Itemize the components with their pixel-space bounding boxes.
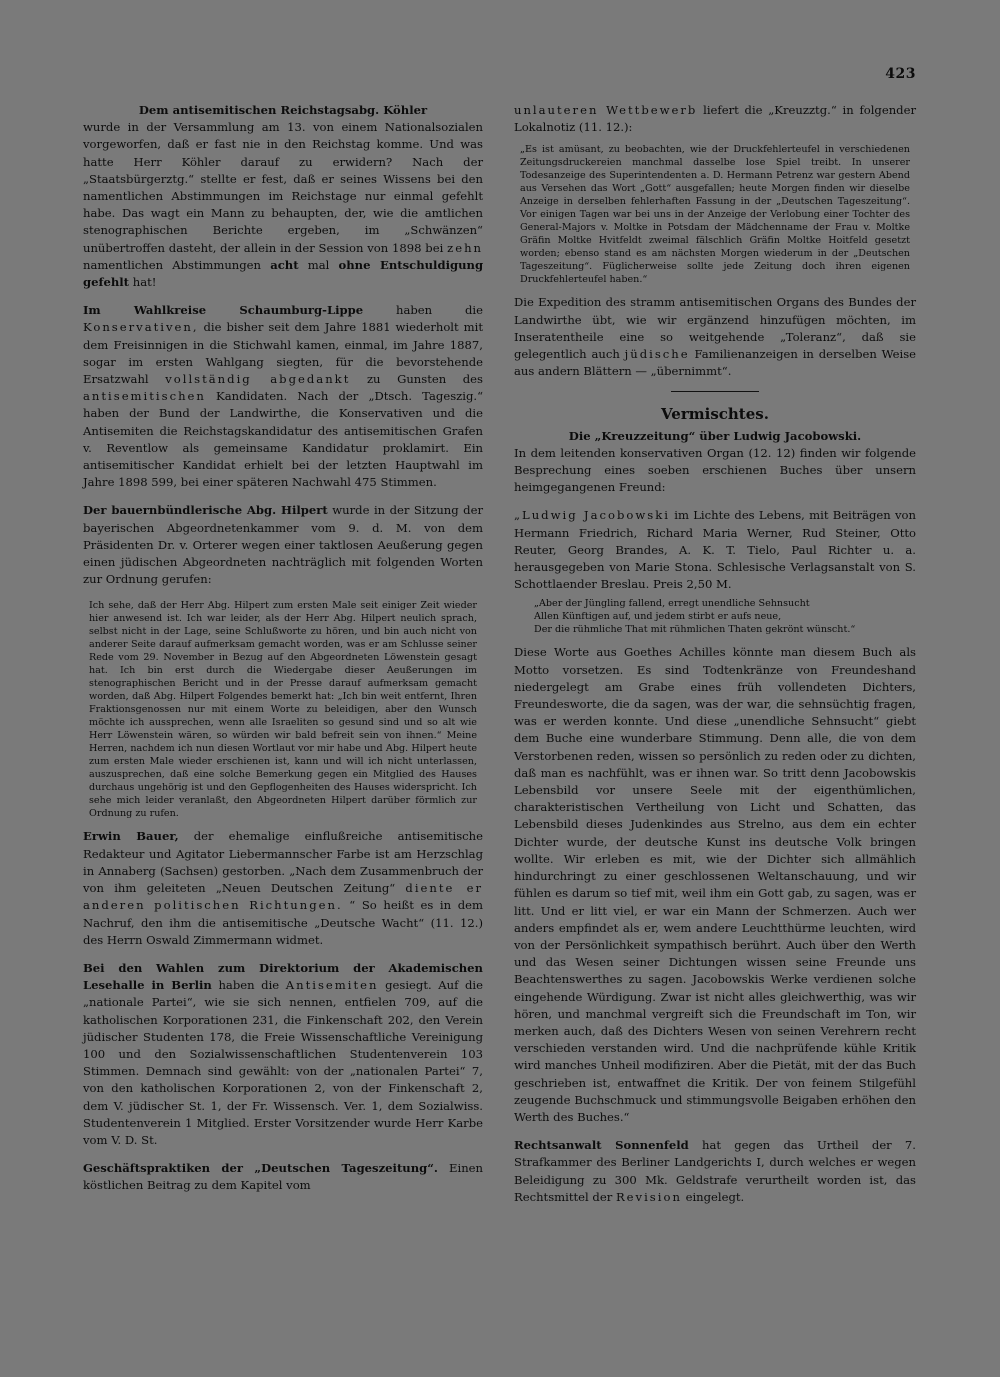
emphasis-text: diente er anderen politischen Richtungen.: [83, 881, 483, 913]
article-kreuzzeitung: [514, 428, 916, 497]
emphasis-text: zehn: [447, 240, 483, 255]
emphasis-text: ohne Entschuldigung gefehlt: [83, 257, 484, 290]
verse-line: „Aber der Jüngling fallend, erregt unendliche Sehnsucht: [534, 598, 810, 610]
section-divider: [671, 391, 759, 392]
emphasis-text: unlauteren Wettbewerb: [514, 103, 698, 117]
article-heading: Bei den Wahlen zum Direktorium der Akademischen Lesehalle in Berlin: [83, 960, 483, 993]
article-bauer: [83, 828, 483, 948]
quoted-text: Ich sehe, daß der Herr Abg. Hilpert zum ersten Male seit einiger Zeit wieder hier anwesend ist. Ich war leider, als der Herr Abg. Hilpert neulich sprach, selbst nicht in der Lage, seine Schlußworte zu hören, und bin auch nicht von anderer Seite darauf aufmerksam gemacht worden, was er am Schlusse seiner Rede vom 29. November in Bezug auf den Abgeordneten Löwenstein gesagt hat. Ich bin erst durch die Wiedergabe dieser Aeußerungen im stenographischen Bericht und in der Presse darauf aufmerksam gemacht worden, daß Abg. Hilpert Folgendes bemerkt hat: „Ich bin weit entfernt, Ihren Fraktionsgenossen nur mit einem Worte zu beleidigen, aber den Wunsch möchte ich aussprechen, wenn alle Israeliten so gesund sind und so alt wie Herr Löwenstein wären, so würden wir bald befreit sein von ihnen.“ Meine Herren, nachdem ich nun diesen Wortlaut vor mir habe und Abg. Hilpert heute zum ersten Male wieder erschienen ist, kann und will ich nicht unterlassen, auszusprechen, daß eine solche Bemerkung gegen ein Mitglied des Hauses durchaus ungehörig ist und den Gepflogenheiten des Hauses widerspricht. Ich sehe mich leider veranlaßt, den Abgeordneten Hilpert darüber förmlich zur Ordnung zu rufen.: [89, 600, 477, 820]
article-text: wurde in der Sitzung der bayerischen Abgeordnetenkammer vom 9. d. M. von dem Präsidenten Dr. v. Orterer wegen einer taktlosen Aeußerung gegen einen jüdischen Abgeordneten nachträglich mit folgenden Worten zur Ordnung gerufen:: [83, 503, 483, 587]
emphasis-text: vollständig abgedankt: [165, 372, 351, 387]
article-koehler: [83, 102, 483, 291]
verse-line: Der die rühmliche That mit rühmlichen Thaten gekrönt wünscht.“: [534, 624, 856, 636]
article-heading: Rechtsanwalt Sonnenfeld: [514, 1138, 689, 1153]
article-heading: Dem antisemitischen Reichstagsabg. Köhler: [138, 103, 428, 117]
article-text: haben die: [218, 978, 280, 993]
article-text: Kandidaten. Nach der „Dtsch. Tageszig.“ haben der Bund der Landwirthe, die Konservativen und die Antisemiten die Reichstagskandidatur des antisemitischen Grafen v. Reventlow als gemeinsame Kandidatur proklamirt. Ein antisemitischer Kandidat erhielt bei der letzten Hauptwahl im Jahre 1898 599, bei einer späteren Nachwahl 475 Stimmen.: [83, 389, 483, 490]
article-text: wurde in der Versammlung am 13. von einem Nationalsozialen vorgeworfen, daß er fast nie in den Reichstag komme. Und was hatte Herr Köhler darauf zu erwidern? Nach der „Staatsbürgerztg.“ stellte er fest, daß er seines Wissens bei den namentlichen Abstimmungen im Reichstage nur einmal gefehlt habe. Das wagt ein Mann zu behaupten, der, wie die amtlichen stenographischen Berichte ergeben, im „Schwänzen“ unübertroffen dasteht, der allein in der Session von 1898 bei: [83, 120, 483, 255]
verse-line: Allen Künftigen auf, und jedem stirbt er aufs neue,: [534, 611, 782, 623]
article-praktiken: [83, 1160, 483, 1194]
article-text: hat gegen das Urtheil der 7. Strafkammer des Berliner Landgerichts I, durch welches er wegen Beleidigung zu 300 Mk. Geldstrafe verurtheilt worden ist, das Rechtsmittel der: [514, 1138, 916, 1204]
article-text: In dem leitenden konservativen Organ (12. 12) finden wir folgende Besprechung eines soeben erschienen Buches über unsern heimgegangenen Freund:: [514, 445, 916, 495]
article-text: im Lichte des Lebens, mit Beiträgen von Hermann Friedrich, Richard Maria Werner, Rud Steiner, Otto Reuter, Georg Brandes, A. K. T. Tielo, Paul Richter u. a. herausgegeben von Marie Stona. Schlesische Verlagsanstalt von S. Schottlaender Breslau. Preis 2,50 M.: [514, 508, 916, 592]
emphasis-text: Antisemiten: [285, 978, 379, 993]
article-text: gesiegt. Auf die „nationale Partei“, wie sie sich nennen, entfielen 709, auf die katholischen Korporationen 231, die Finkenschaft 202, den Verein jüdischer Studenten 178, die Freie Wissenschaftliche Vereinigung 100 und den Sozialwissenschaftlichen Studentenverein 103 Stimmen. Demnach sind gewählt: von der „nationalen Partei“ 7, von den katholischen Korporationen 2, von der Finkenschaft 2, dem V. jüdischer St. 1, der Fr. Wissensch. Ver. 1, dem Sozialwiss. Studentenverein 1 Mitglied. Erster Vorsitzender wurde Herr Karbe vom V. D. St.: [83, 978, 484, 1147]
article-text: Familienanzeigen in derselben Weise aus andern Blättern — „übernimmt“.: [514, 347, 917, 379]
article-heading: Im Wahlkreise Schaumburg-Lippe: [83, 303, 364, 318]
article-sonnenfeld: [514, 1137, 916, 1206]
article-text: hat!: [132, 275, 157, 290]
article-praktiken-continued: [514, 102, 916, 136]
article-schaumburg: [83, 302, 483, 491]
article-text: die bisher seit dem Jahre 1881 wiederholt mit dem Freisinnigen in die Stichwahl kamen, einmal, im Jahre 1887, sogar im ersten Wahlgang siegten, für die bevorstehende Ersatzwahl: [83, 320, 483, 387]
verse-quote: [514, 597, 916, 636]
article-text: zu Gunsten des: [366, 372, 483, 387]
emphasis-text: Revision: [615, 1189, 682, 1204]
article-heading: Erwin Bauer,: [83, 829, 179, 844]
article-text: haben die: [396, 303, 483, 318]
emphasis-text: antisemitischen: [83, 389, 206, 404]
article-heading: Geschäftspraktiken der „Deutschen Tageszeitung“.: [83, 1161, 438, 1176]
article-wahlen: [83, 960, 483, 1149]
emphasis-text: jüdische: [624, 347, 690, 362]
emphasis-text: acht: [270, 257, 299, 272]
left-column: [83, 102, 483, 1206]
article-text: liefert die „Kreuzztg.“ in folgender Lokalnotiz (11. 12.):: [514, 103, 917, 135]
article-text: eingelegt.: [685, 1189, 745, 1204]
emphasis-text: „Ludwig Jacobowski: [514, 508, 670, 523]
article-text: mal: [307, 257, 330, 272]
article-heading: Der bauernbündlerische Abg. Hilpert: [83, 503, 328, 518]
book-citation: [514, 507, 916, 593]
article-text: der ehemalige einflußreiche antisemitische Redakteur und Agitator Liebermannscher Farbe ist am Herzschlag in Annaberg (Sachsen) gestorben. „Nach dem Zusammenbruch der von ihm geleiteten „Neuen Deutschen Zeitung“: [83, 829, 483, 896]
article-hilpert: [83, 502, 483, 588]
article-heading: Die „Kreuzzeitung“ über Ludwig Jacobowski.: [568, 428, 862, 443]
article-text-block: [514, 294, 916, 380]
emphasis-text: Konservativen,: [83, 320, 199, 335]
quoted-text: „Es ist amüsant, zu beobachten, wie der Druckfehlerteufel in verschiedenen Zeitungsdruckereien manchmal dasselbe lose Spiel treibt. In unserer Todesanzeige des Superintendenten a. D. Hermann Petrenz war gestern Abend aus Versehen das Wort „Gott“ ausgefallen; heute Morgen finden wir dieselbe Anzeige in derselben fehlerhaften Fassung in der „Deutschen Tageszeitung“. Vor einigen Tagen war bei uns in der Anzeige der Verlobung einer Tochter des General-Majors v. Moltke in Potsdam der Mädchenname der Frau v. Moltke Gräfin Moltke Hvitfeldt zweimal fälschlich Gräfin Moltke Hoitfeld gesetzt worden; ebenso stand es am nächsten Morgen wiederum in der „Deutschen Tageszeitung“. Füglicherweise sollte jede Zeitung doch ihren eigenen Druckfehlerteufel haben.“: [520, 144, 910, 286]
page-number: 423: [885, 66, 916, 82]
article-review: Diese Worte aus Goethes Achilles könnte man diesem Buch als Motto vorsetzen. Es sind Todtenkränze von Freundeshand niedergelegt am Grabe eines früh vollendeten Dichters, Freundesworte, die da sagen, was der war, die sehnsüchtig fragen, was er werden konnte. Und diese „unendliche Sehnsucht“ giebt dem Buche eine wunderbare Stimmung. Denn alle, die von dem Verstorbenen reden, wissen so persönlich zu reden oder zu dichten, daß man es nachfühlt, was er ihnen war. So tritt denn Jacobowskis Lebensbild vor unsere Seele mit der eigenthümlichen, charakteristischen Vertheilung von Licht und Schatten, das Lebensbild dieses Judenkindes aus Strelno, aus dem ein echter Dichter wurde, der deutsche Kunst ins deutsche Volk bringen wollte. Wir erleben es mit, wie der Dichter sich allmählich hindurchringt zu einer geschlossenen Weltanschauung, und wir fühlen es darum so tief mit, weil ihm ein Gott gab, zu sagen, was er litt. Und er litt viel, er war ein Mann der Schmerzen. Auch wer anders empfindet als er, wem andere Leuchtthürme leuchten, wird von der Persönlichkeit sympathisch berührt. Auch über den Werth und das Wesen seiner Dichtungen wissen seine Freunde uns Beachtenswerthes zu sagen. Jacobowskis Werke verdienen solche eingehende Würdigung. Zwar ist nicht alles gleichwerthig, was wir hören, und manchmal vergreift sich die Freundschaft im Ton, wir merken auch, daß des Dichters Wesen von seinen Verehrern recht verschieden verstanden wird. Und die nachprüfende kühle Kritik wird manches Unheil modifiziren. Aber die Pietät, mit der das Buch geschrieben ist, entwaffnet die Kritik. Der von feinem Stilgefühl zeugende Buchschmuck und stimmungsvolle Beigaben erhöhen den Werth des Buches.“: [514, 645, 916, 1124]
article-text: namentlichen Abstimmungen: [83, 257, 262, 272]
article-text: Einen köstlichen Beitrag zu dem Kapitel vom: [83, 1161, 483, 1193]
right-column: [514, 102, 916, 1217]
article-text: “ So heißt es in dem Nachruf, den ihm die antisemitische „Deutsche Wacht“ (11. 12.) des Herrn Oswald Zimmermann widmet.: [83, 898, 484, 947]
section-title: Vermischtes.: [661, 405, 769, 424]
article-text: Die Expedition des stramm antisemitischen Organs des Bundes der Landwirthe übt, wie wir ergänzend hinzufügen möchten, im Inseratentheile eine so weitgehende „Toleranz“, daß sie gelegentlich auch: [514, 295, 916, 362]
